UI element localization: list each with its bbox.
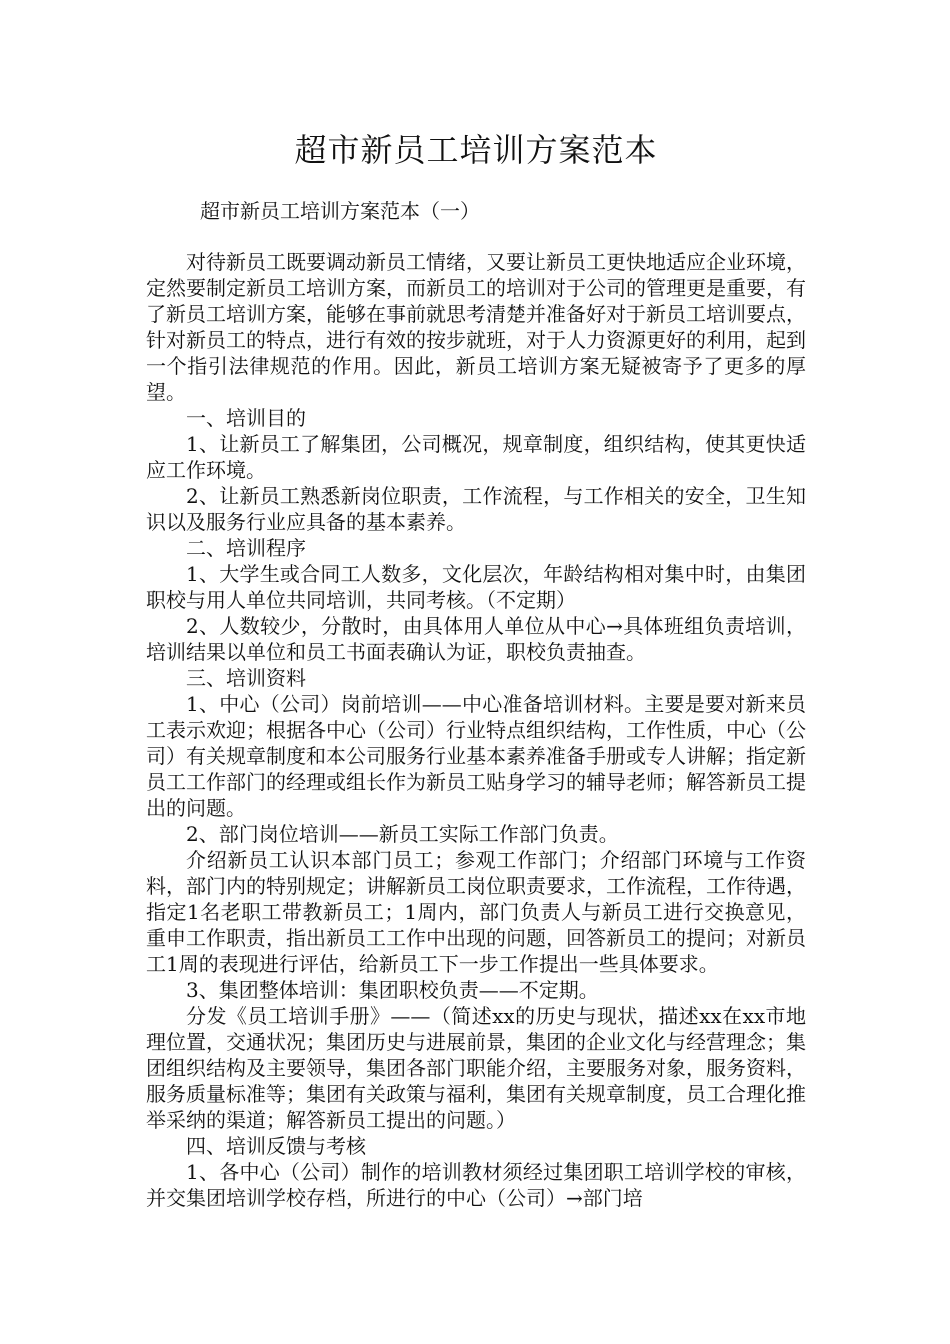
section-heading-materials: 三、培训资料	[186, 666, 306, 690]
document-title: 超市新员工培训方案范本	[294, 131, 658, 169]
body-paragraph: 介绍新员工认识本部门员工；参观工作部门；介绍部门环境与工作资料，部门内的特别规定；讲解新员工岗位职责要求，工作流程，工作待遇，指定1名老职工带教新员工；1周内，部门负责人与新员工进行交换意见，重申工作职责，指出新员工工作中出现的问题，回答新员工的提问；对新员工1周的表现进行评估，给新员工下一步工作提出一些具体要求。	[146, 848, 806, 976]
section-heading-feedback: 四、培训反馈与考核	[186, 1134, 366, 1158]
body-paragraph: 1、大学生或合同工人数多，文化层次，年龄结构相对集中时，由集团职校与用人单位共同培训，共同考核。（不定期）	[146, 562, 806, 612]
body-paragraph: 分发《员工培训手册》——（简述xx的历史与现状，描述xx在xx市地理位置，交通状况；集团历史与进展前景，集团的企业文化与经营理念；集团组织结构及主要领导，集团各部门职能介绍，主要服务对象，服务资料，服务质量标准等；集团有关政策与福利，集团有关规章制度，员工合理化推举采纳的渠道；解答新员工提出的问题。）	[146, 1004, 806, 1132]
document-subtitle: 超市新员工培训方案范本（一）	[200, 199, 480, 223]
body-paragraph: 2、让新员工熟悉新岗位职责，工作流程，与工作相关的安全，卫生知识以及服务行业应具备的基本素养。	[146, 484, 806, 534]
body-paragraph: 2、人数较少，分散时，由具体用人单位从中心→具体班组负责培训，培训结果以单位和员工书面表确认为证，职校负责抽查。	[146, 614, 806, 664]
section-heading-procedure: 二、培训程序	[186, 536, 306, 560]
body-paragraph: 3、集团整体培训：集团职校负责——不定期。	[186, 978, 599, 1002]
document-body	[146, 249, 806, 1211]
body-paragraph: 2、部门岗位培训——新员工实际工作部门负责。	[186, 822, 619, 846]
section-heading-goals: 一、培训目的	[186, 406, 306, 430]
body-paragraph: 1、让新员工了解集团，公司概况，规章制度，组织结构，使其更快适应工作环境。	[146, 432, 806, 482]
intro-paragraph: 对待新员工既要调动新员工情绪，又要让新员工更快地适应企业环境，定然要制定新员工培训方案，而新员工的培训对于公司的管理更是重要，有了新员工培训方案，能够在事前就思考清楚并准备好对于新员工培训要点，针对新员工的特点，进行有效的按步就班，对于人力资源更好的利用，起到一个指引法律规范的作用。因此，新员工培训方案无疑被寄予了更多的厚望。	[146, 250, 806, 404]
body-paragraph: 1、中心（公司）岗前培训——中心准备培训材料。主要是要对新来员工表示欢迎；根据各中心（公司）行业特点组织结构，工作性质，中心（公司）有关规章制度和本公司服务行业基本素养准备手册或专人讲解；指定新员工工作部门的经理或组长作为新员工贴身学习的辅导老师；解答新员工提出的问题。	[146, 692, 806, 820]
body-paragraph: 1、各中心（公司）制作的培训教材须经过集团职工培训学校的审核，并交集团培训学校存档，所进行的中心（公司）→部门培	[146, 1160, 806, 1210]
document-page	[146, 0, 806, 1344]
